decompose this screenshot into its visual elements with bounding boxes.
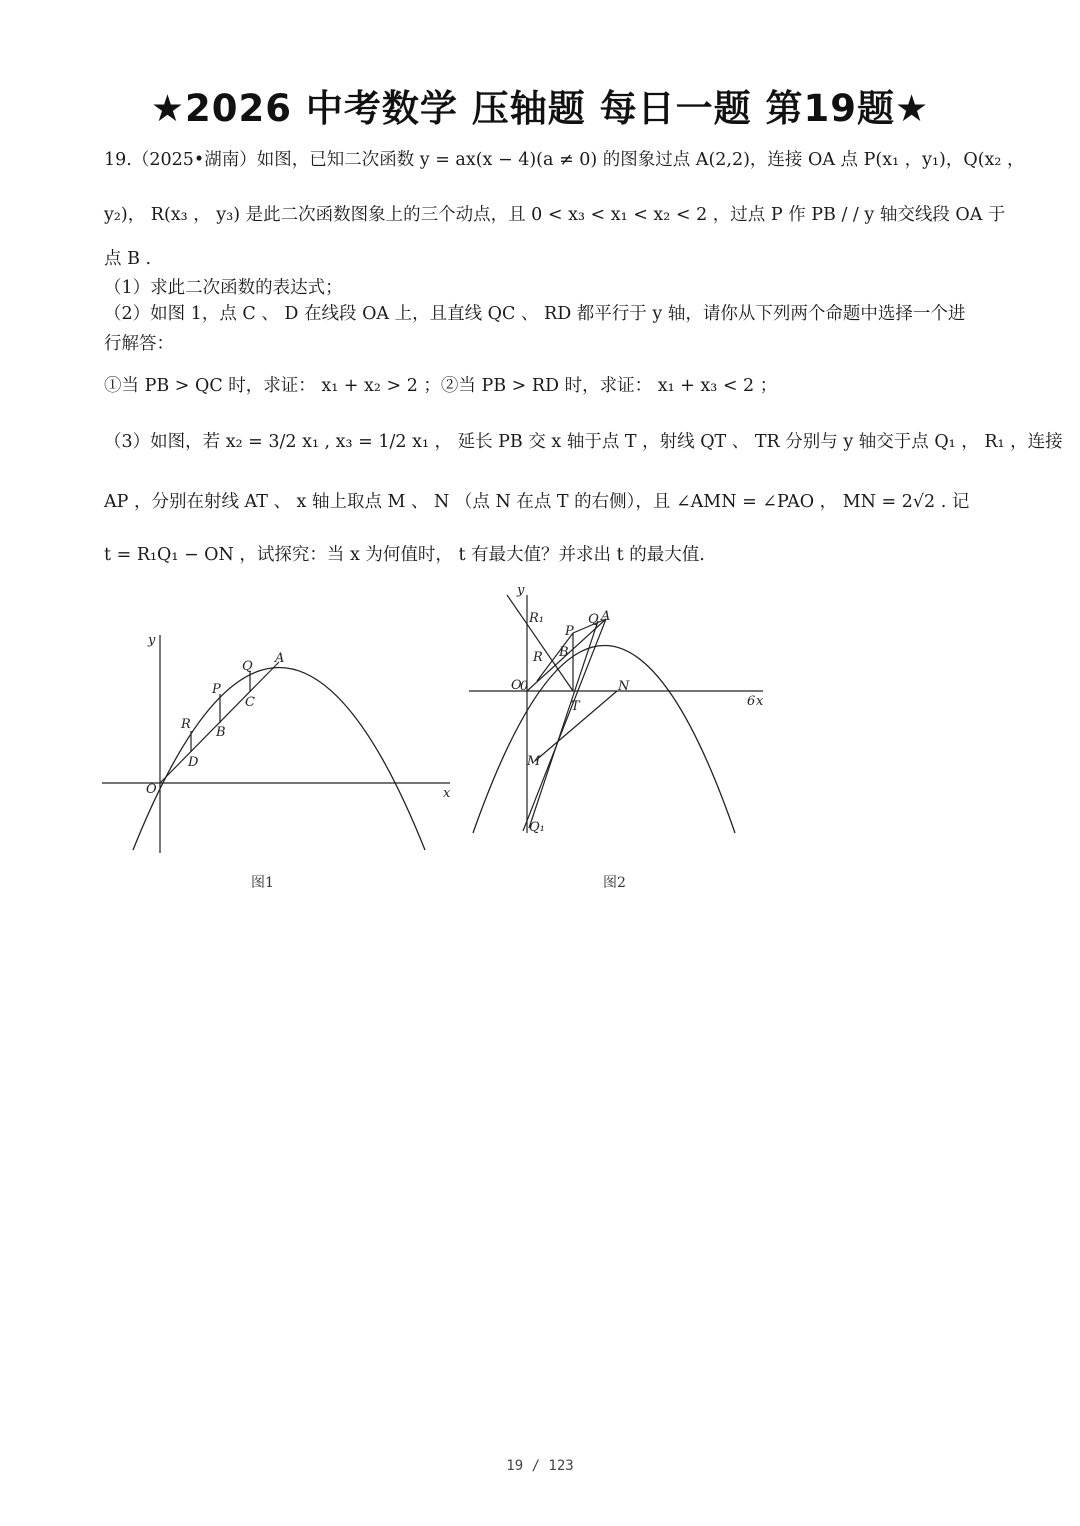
fig1-label-O: O <box>146 782 157 797</box>
fig1-label-D: D <box>188 755 199 770</box>
fig2-label-M: M <box>527 754 541 769</box>
figure-1 <box>100 625 460 865</box>
part-2-question-cont: 行解答： <box>104 334 174 354</box>
page-title: ★2026 中考数学 压轴题 每日一题 第19题★ <box>150 87 930 130</box>
fig1-label-A: A <box>275 651 285 666</box>
fig2-label-six: 6 <box>747 694 756 709</box>
fig2-label-Q: Q <box>588 612 599 627</box>
fig1-label-y: y <box>148 633 156 648</box>
fig2-label-R: R <box>533 650 543 665</box>
fig2-label-x: x <box>756 694 764 709</box>
fig1-label-C: C <box>245 695 255 710</box>
fig2-label-R1: R₁ <box>529 611 544 626</box>
fig1-label-P: P <box>212 682 221 697</box>
fig1-parabola <box>133 668 425 851</box>
fig2-label-T: T <box>571 699 580 714</box>
fig2-label-B: B <box>559 645 569 660</box>
problem-line-3: 点 B . <box>104 249 152 269</box>
fig1-label-R: R <box>181 717 191 732</box>
part-3-question-end: t = R₁Q₁ − ON ，试探究：当 x 为何值时， t 有最大值？并求出 t 的最大值. <box>104 545 705 565</box>
problem-line-2: y₂)， R(x₃ ， y₃) 是此二次函数图象上的三个动点，且 0 < x₃ < x₁ < x₂ < 2 ，过点 P 作 PB / / y 轴交线段 OA 于 <box>104 205 1006 225</box>
fig2-label-N: N <box>618 679 630 694</box>
figure-2-caption: 图2 <box>603 875 626 891</box>
fig2-label-y: y <box>517 583 525 598</box>
fig1-label-B: B <box>216 725 226 740</box>
part-2-question: （2）如图 1，点 C 、 D 在线段 OA 上，且直线 QC 、 RD 都平行于 y 轴，请你从下列两个命题中选择一个进 <box>104 304 966 324</box>
fig2-label-zero: 0 <box>520 679 529 694</box>
part-3-question: （3）如图，若 x₂ = 3/2 x₁ , x₃ = 1/2 x₁ ， 延长 PB 交 x 轴于点 T ，射线 QT 、 TR 分别与 y 轴交于点 Q₁ ， R₁ ，连接 <box>104 432 1063 452</box>
fig2-label-P: P <box>565 624 574 639</box>
part-1-question: （1）求此二次函数的表达式； <box>104 278 343 298</box>
fig2-label-O: O <box>511 678 522 693</box>
part-3-question-cont: AP ，分别在射线 AT 、 x 轴上取点 M 、 N （点 N 在点 T 的右侧），且 ∠AMN = ∠PAO ， MN = 2√2 . 记 <box>104 492 970 512</box>
page-number: 19 / 123 <box>506 1458 574 1474</box>
part-2-propositions: ①当 PB > QC 时，求证： x₁ + x₂ > 2 ；②当 PB > RD 时，求证： x₁ + x₃ < 2 ； <box>104 376 778 396</box>
fig1-label-x: x <box>443 786 451 801</box>
fig2-label-Q1: Q₁ <box>529 820 545 835</box>
figure-1-caption: 图1 <box>251 875 274 891</box>
figure-2 <box>465 583 775 843</box>
fig1-label-Q: Q <box>242 659 253 674</box>
problem-line-1: 19.（2025•湖南）如图，已知二次函数 y = ax(x − 4)(a ≠ 0) 的图象过点 A(2,2)，连接 OA 点 P(x₁ ，y₁)，Q(x₂ ， <box>104 150 1025 170</box>
fig2-parabola <box>473 646 735 834</box>
fig2-label-A: A <box>601 609 611 624</box>
